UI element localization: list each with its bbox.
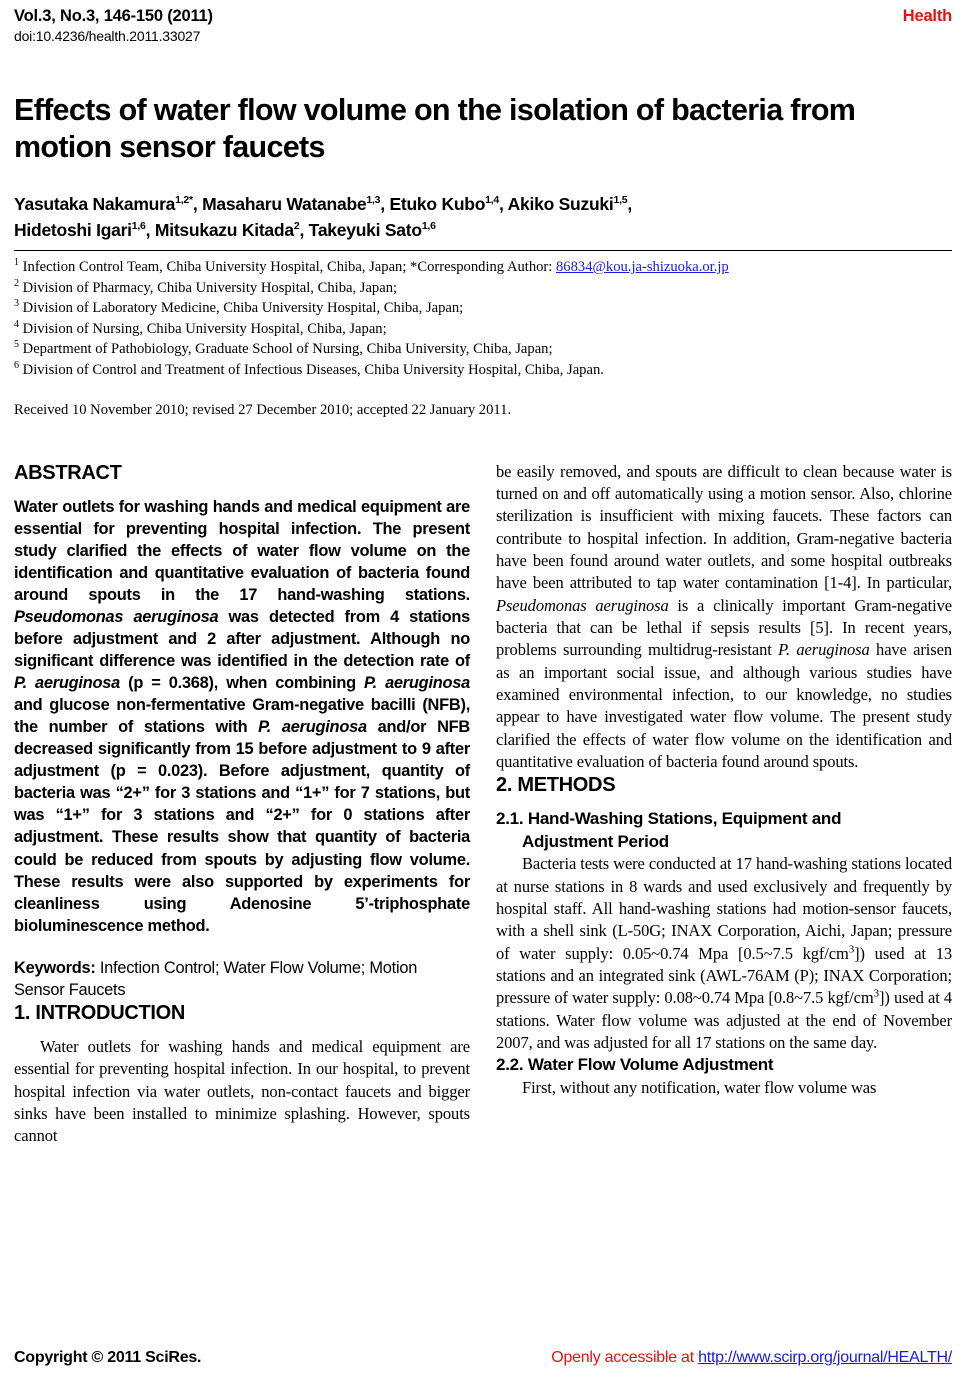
- affiliation-marker: 2: [14, 277, 19, 289]
- author-list: [14, 192, 952, 243]
- abstract-text: Water outlets for washing hands and medical equipment are essential for preventing hospital infection. The present study clarified the effects of water flow volume on the identification and quantitative evaluation of bacteria found around spouts in the 17 hand-washing stations. Pseudomonas aeruginosa was detected from 4 stations before adjustment and 2 after adjustment. Although no significant difference was identified in the detection rate of P. aeruginosa (p = 0.368), when combining P. aeruginosa and glucose non-fermentative Gram-negative bacilli (NFB), the number of stations with P. aeruginosa and/or NFB decreased significantly from 15 before adjustment to 9 after adjustment (p = 0.023). Before adjustment, quantity of bacteria was “2+” for 3 stations and “1+” for 7 stations, but was “1+” for 3 stations and “2+” for 0 stations after adjustment. These results show that quantity of bacteria could be reduced from spouts by adjusting flow volume. These results were also supported by experiments for cleanliness using Adenosine 5’-triphosphate bioluminescence method.: [14, 497, 471, 935]
- introduction-paragraph: Water outlets for washing hands and medical equipment are essential for preventing hospital infection. In our hospital, to prevent hospital infection via water outlets, non-contact faucets and bigger sinks have been installed to minimize splashing. However, spouts cannot: [14, 1036, 470, 1146]
- author-affil-marker: 1,4: [485, 194, 500, 207]
- author-affil-marker: 1,6: [421, 219, 436, 232]
- author-affil-marker: 1,5: [613, 194, 628, 207]
- subsection-2-2-heading: 2.2. Water Flow Volume Adjustment: [496, 1055, 774, 1075]
- affiliation-marker: 3: [14, 298, 19, 310]
- author-entry: Masaharu Watanabe$^{1,3}$,: [202, 194, 390, 215]
- journal-name: Health: [902, 7, 952, 25]
- keywords-label: Keywords:: [14, 958, 96, 977]
- running-head: [14, 0, 952, 46]
- running-head-left: [14, 6, 213, 46]
- author-entry: Hidetoshi Igari$^{1,6}$,: [14, 219, 155, 240]
- species-name-italic: Pseudomonas aeruginosa: [496, 595, 669, 615]
- superscript-exponent: 3: [848, 943, 855, 956]
- author-divider-rule: [14, 250, 952, 251]
- author-entry: Akiko Suzuki$^{1,5}$,: [507, 194, 633, 215]
- species-name-italic: Pseudomonas aeruginosa: [14, 607, 219, 626]
- author-entry: Yasutaka Nakamura$^{1,2*}$,: [14, 194, 203, 215]
- author-affil-marker: 2: [293, 219, 300, 232]
- methods-paragraph: Bacteria tests were conducted at 17 hand-washing stations located at nurse stations in 8 wards and used exclusively and frequently by hospital staff. All hand-washing stations had motion-sensor faucets, with a shell sink (L-50G; INAX Corporation, Aichi, Japan; pressure of water supply: 0.05~0.74 Mpa [0.5~7.5 kgf/$cm^3$]) used at 13 stations and an integrated sink (AWL-76AM (P); INAX Corporation; pressure of water supply: 0.08~0.74 Mpa [0.8~7.5 kgf/$cm^3$]) used at 4 stations. Water flow volume was adjusted at the end of November 2007, and was adjusted for all 17 stations on the same day.: [496, 854, 952, 1052]
- introduction-continued-paragraph: be easily removed, and spouts are difficult to clean because water is turned on and off automatically using a motion sensor. Also, chlorine sterilization is insufficient with mixing faucets. These factors can contribute to hospital infection. In addition, Gram-negative bacteria have been found around water outlets, and some hospital outbreaks have been attributed to tap water contamination [1-4]. In particular, Pseudomonas aeruginosa is a clinically important Gram-negative bacteria that can be lethal if sepsis results [5]. In recent years, problems surrounding multidrug-resistant P. aeruginosa have arisen as an important social issue, and although various studies have examined environmental infection, to our knowledge, no studies appear to have investigated water flow volume. The present study clarified the effects of water flow volume on the identification and quantitative evaluation of bacteria found around spouts.: [496, 461, 952, 771]
- author-affil-marker: 1,2*: [175, 194, 193, 207]
- affiliation-item: [14, 339, 952, 360]
- page-footer: [14, 1349, 952, 1367]
- affiliation-marker: 4: [14, 318, 19, 330]
- right-column: [496, 461, 952, 1148]
- affiliation-list: [14, 257, 952, 380]
- open-access-label: Openly accessible at: [551, 1349, 699, 1366]
- subsection-2-1-line1: 2.1. Hand-Washing Stations, Equipment and: [496, 809, 842, 829]
- affiliation-text: Division of Control and Treatment of Infectious Diseases, Chiba University Hospital, Chiba, Japan.: [22, 361, 604, 378]
- subsection-2-1-line2: Adjustment Period: [522, 831, 669, 851]
- author-affil-marker: 1,3: [366, 194, 381, 207]
- affiliation-marker: 1: [14, 257, 19, 269]
- superscript-exponent: 3: [873, 987, 880, 1000]
- affiliation-item: [14, 278, 952, 299]
- corresponding-author-email-link[interactable]: 86834@kou.ja-shizuoka.or.jp: [556, 259, 729, 276]
- affiliation-marker: 5: [14, 339, 19, 351]
- affiliation-text: Infection Control Team, Chiba University Hospital, Chiba, Japan; *Corresponding Author:: [22, 259, 556, 276]
- affiliation-text: Division of Pharmacy, Chiba University Hospital, Chiba, Japan;: [22, 279, 398, 296]
- received-dates: Received 10 November 2010; revised 27 December 2010; accepted 22 January 2011.: [14, 401, 512, 418]
- article-title: Effects of water flow volume on the isolation of bacteria from motion sensor faucets: [14, 93, 856, 165]
- species-name-italic: P. aeruginosa: [258, 718, 367, 737]
- copyright-notice: Copyright © 2011 SciRes.: [14, 1349, 202, 1366]
- author-entry: Mitsukazu Kitada$^2$,: [154, 219, 309, 240]
- affiliation-text: Division of Nursing, Chiba University Hospital, Chiba, Japan;: [22, 320, 387, 337]
- body-columns: [14, 461, 952, 1148]
- species-name-italic: P. aeruginosa: [364, 674, 471, 693]
- author-entry: Takeyuki Sato$^{1,6}$: [308, 219, 436, 240]
- affiliation-marker: 6: [14, 360, 19, 372]
- author-entry: Etuko Kubo$^{1,4}$,: [389, 194, 508, 215]
- left-column: [14, 461, 470, 1148]
- author-affil-marker: 1,6: [131, 219, 146, 232]
- species-name-italic: P. aeruginosa: [778, 640, 870, 660]
- keywords-line: [14, 957, 470, 1001]
- keywords-text: Infection Control; Water Flow Volume; Motion Sensor Faucets: [14, 958, 418, 999]
- affiliation-item: [14, 257, 952, 278]
- affiliation-item: [14, 298, 952, 319]
- abstract-heading: ABSTRACT: [14, 461, 122, 484]
- affiliation-text: Department of Pathobiology, Graduate School of Nursing, Chiba University, Chiba, Japan;: [22, 341, 553, 358]
- affiliation-item: [14, 319, 952, 340]
- species-name-italic: P. aeruginosa: [14, 674, 120, 693]
- journal-url-link[interactable]: http://www.scirp.org/journal/HEALTH/: [698, 1349, 952, 1366]
- introduction-heading: 1. INTRODUCTION: [14, 1001, 186, 1024]
- doi-line: doi:10.4236/health.2011.33027: [14, 28, 201, 45]
- affiliation-text: Division of Laboratory Medicine, Chiba University Hospital, Chiba, Japan;: [22, 300, 464, 317]
- open-access-notice: [551, 1349, 952, 1367]
- methods-heading: 2. METHODS: [496, 774, 616, 797]
- subsection-2-1-heading: [496, 808, 952, 853]
- volume-issue-pages: Vol.3, No.3, 146-150 (2011): [14, 7, 213, 25]
- affiliation-item: [14, 360, 952, 381]
- methods-2-2-paragraph: First, without any notification, water flow volume was: [522, 1077, 877, 1097]
